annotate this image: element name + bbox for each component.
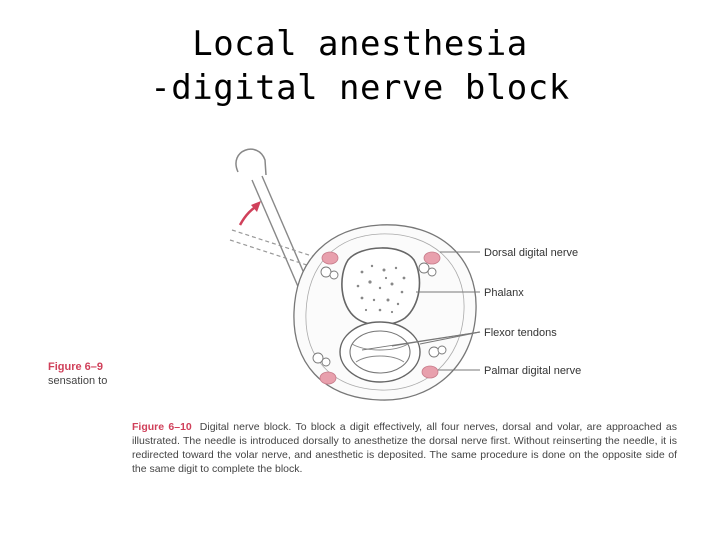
palmar-nerve-right xyxy=(422,366,438,378)
dorsal-nerve-right xyxy=(424,252,440,264)
figure-6-10-caption xyxy=(132,420,677,476)
figure-6-9-fragment xyxy=(48,360,107,388)
needle-dashed-2 xyxy=(230,240,316,268)
label-palmar-digital-nerve: Palmar digital nerve xyxy=(484,365,582,377)
title-line-2: -digital nerve block xyxy=(150,68,570,108)
figure-6-10-label: Figure 6–10 xyxy=(132,421,192,433)
phalanx-bone xyxy=(342,248,420,325)
palmar-nerve-left xyxy=(320,372,336,384)
label-flexor-tendons: Flexor tendons xyxy=(484,327,557,339)
label-dorsal-digital-nerve: Dorsal digital nerve xyxy=(484,247,579,259)
needle-hook xyxy=(236,149,266,175)
figure-6-10-text: Digital nerve block. To block a digit effectively, all four nerves, dorsal and volar, are approached as illustrated. The needle is introduced dorsally to anesthetize the dorsal nerve first. Without reinserting the needle, it is redirected toward the volar nerve, and anesthetic is deposited. The same procedure is done on the opposite side of the same digit to complete the block. xyxy=(132,421,677,475)
figure-6-9-text: sensation to xyxy=(48,375,108,387)
dorsal-nerve-left xyxy=(322,252,338,264)
label-phalanx: Phalanx xyxy=(484,287,524,299)
figure-6-9-label: Figure 6–9 xyxy=(48,361,104,373)
title-line-1: Local anesthesia xyxy=(192,24,528,64)
